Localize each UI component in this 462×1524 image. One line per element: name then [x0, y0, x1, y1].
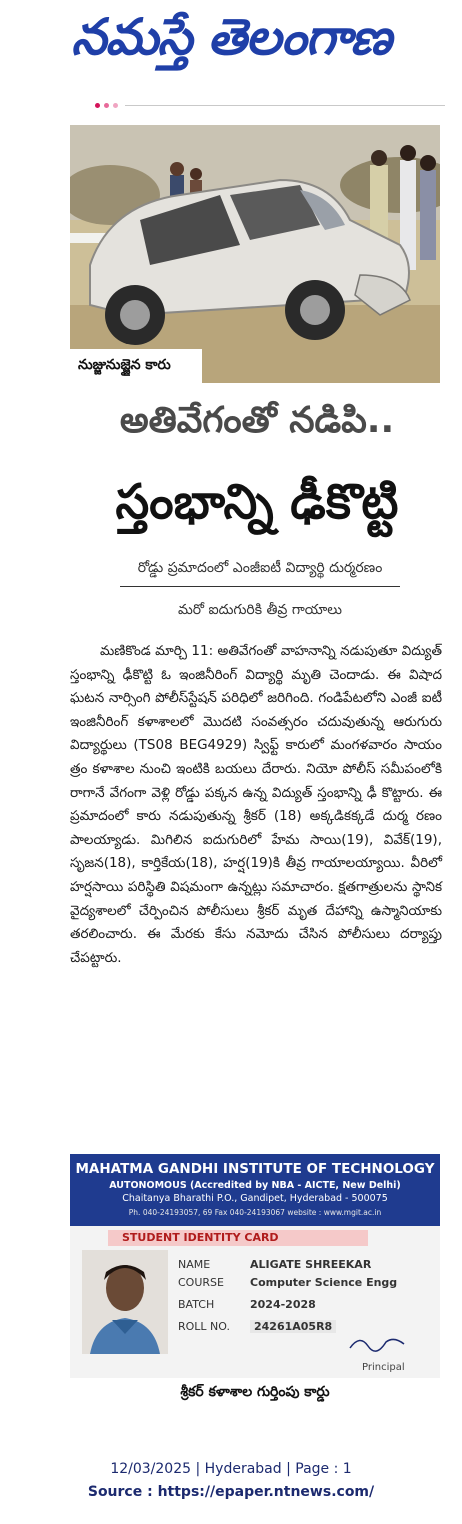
id-course-label: COURSE — [178, 1276, 224, 1289]
accident-photo — [70, 125, 440, 383]
student-portrait-icon — [82, 1250, 168, 1354]
rule-dot — [113, 103, 118, 108]
photo-caption-box — [70, 349, 202, 383]
id-roll-label: ROLL NO. — [178, 1320, 230, 1333]
decorative-rule — [95, 99, 445, 111]
id-card-title-banner — [108, 1230, 368, 1246]
rule-line — [125, 105, 445, 106]
subheadline-divider — [120, 586, 400, 587]
id-card-caption: శ్రీకర్ కళాశాల గుర్తింపు కార్డు — [180, 1384, 330, 1400]
principal-signature-icon — [348, 1330, 408, 1356]
id-name-label: NAME — [178, 1258, 211, 1271]
id-principal-label: Principal — [362, 1362, 405, 1373]
id-phone: Ph. 040-24193057, 69 Fax 040-24193067 website : www.mgit.ac.in — [128, 1208, 382, 1217]
id-course-value: Computer Science Engg — [250, 1276, 398, 1289]
subheadline: రోడ్డు ప్రమాదంలో ఎంజీఐటీ విద్యార్థి దుర్మరణం — [137, 560, 383, 576]
headline-main: స్తంభాన్ని ఢీకొట్టి — [115, 474, 399, 530]
headline-kicker: అతివేగంతో నడిపి.. — [119, 400, 395, 441]
masthead — [0, 0, 462, 84]
id-name-value: ALIGATE SHREEKAR — [250, 1258, 372, 1271]
id-card-title: STUDENT IDENTITY CARD — [122, 1231, 279, 1244]
article-body — [70, 640, 442, 1146]
id-batch-label: BATCH — [178, 1298, 215, 1311]
photo-caption: నుజ్జునుజ్జైన కారు — [78, 357, 171, 373]
article-paragraph: మణికొండ మార్చి 11: అతివేగంతో వాహనాన్ని నడుపుతూ విద్యుత్ స్తంభాన్ని ఢీకొట్టి ఓ ఇంజినీరింగ్ విద్యార్థి మృతి చెందాడు. ఈ విషాద ఘటన నార్సింగి పోలీస్‌స్టేషన్ పరిధిలో జరిగింది. గండిపేటలోని ఎంజీ ఐటీ ఇంజినీరింగ్ కళాశాలలో మొదటి సంవత్సరం చదువుతున్న ఆరుగురు విద్యార్థులు (TS08 BEG4929) స్విఫ్ట్ కారులో మంగళవారం సాయం త్రం కళాశాల నుంచి ఇంటికి బయలు దేరారు. నియో పోలీస్ సమీపంలోకి రాగానే వేగంగా వెళ్లి రోడ్డు పక్కన ఉన్న విద్యుత్ స్తంభాన్ని ఢీ కొట్టారు. ఈ ప్రమాదంలో కారు నడుపుతున్న శ్రీకర్ (18) అక్కడికక్కడే దుర్మ రణం పాలయ్యాడు. మిగిలిన ఐదుగురిలో హేమ సాయి(19), వివేక్(19), సృజన(18), కార్తికేయ(18), హర్ష(19)కి తీవ్ర గాయాలయ్యాయి. వీరిలో హర్షసాయి పరిస్థితి విషమంగా ఉన్నట్లు సమాచారం. క్షతగాత్రులను స్థానిక వైద్యశాలలో చేర్పించిన పోలీసులు శ్రీకర్ మృత దేహాన్ని ఉస్మానియాకు తరలించారు. ఈ మేరకు కేసు నమోదు చేసిన పోలీసులు దర్యాప్తు చేపట్టారు. — [70, 643, 442, 966]
id-batch-value: 2024-2028 — [250, 1298, 316, 1311]
rule-dot — [95, 103, 100, 108]
crashed-car-illustration — [70, 125, 440, 383]
subheadline-secondary: మరో ఐదుగురికి తీవ్ర గాయాలు — [178, 602, 342, 618]
id-roll-value: 24261A05R8 — [250, 1320, 336, 1333]
student-portrait — [82, 1250, 168, 1354]
id-institute-name: MAHATMA GANDHI INSTITUTE OF TECHNOLOGY — [75, 1161, 435, 1177]
id-accreditation: AUTONOMOUS (Accredited by NBA - AICTE, New Delhi) — [109, 1180, 401, 1191]
source-link[interactable]: Source : https://epaper.ntnews.com/ — [87, 1484, 375, 1500]
edition-info: 12/03/2025 | Hyderabad | Page : 1 — [110, 1461, 352, 1477]
newspaper-logo-title: నమస్తే తెలంగాణ — [71, 8, 391, 66]
id-address: Chaitanya Bharathi P.O., Gandipet, Hyderabad - 500075 — [122, 1193, 388, 1204]
student-id-card-photo — [70, 1154, 440, 1378]
rule-dot — [104, 103, 109, 108]
id-card-header — [70, 1154, 440, 1226]
